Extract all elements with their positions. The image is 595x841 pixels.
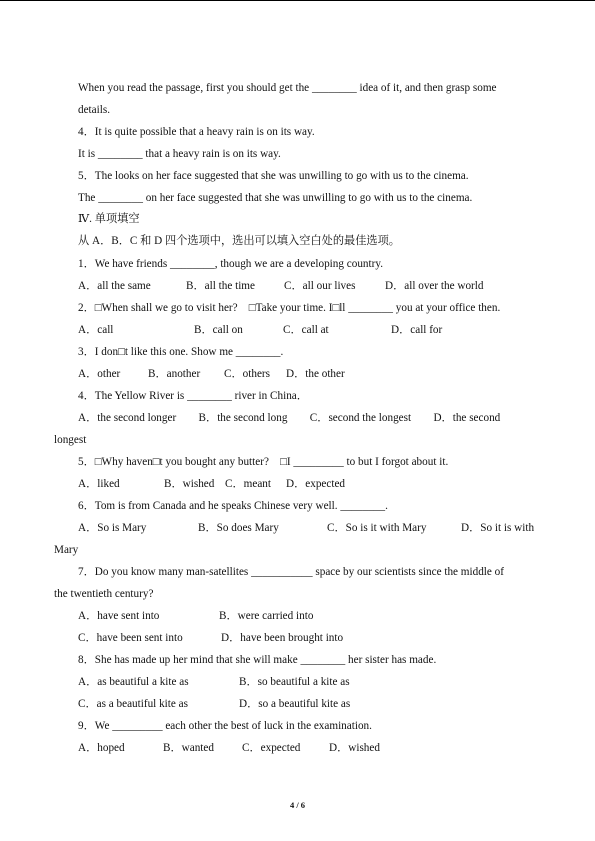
question-5-option-d: D．expected <box>286 478 346 490</box>
question-3-option-a: A．other <box>78 368 121 380</box>
section-instruction: 从 A．B．C 和 D 四个选项中，选出可以填入空白处的最佳选项。 <box>78 235 400 247</box>
question-6-option-c: C．So is it with Mary <box>327 522 427 534</box>
question-4-options: A．the second longer B．the second long C．second the longest D．the second <box>78 412 501 424</box>
question-3-option-b: B．another <box>148 368 201 380</box>
text-line: The ________ on her face suggested that she was unwilling to go with us to the cinema. <box>78 192 473 204</box>
text-line: details. <box>78 104 111 116</box>
question-2-option-a: A．call <box>78 324 114 336</box>
question-4-stem: 4．The Yellow River is ________ river in China． <box>78 390 308 402</box>
question-9-option-b: B．wanted <box>163 742 214 754</box>
question-3-option-d: D．the other <box>286 368 345 380</box>
question-1-stem: 1．We have friends ________, though we are a developing country. <box>78 258 384 270</box>
text-line: When you read the passage, first you should get the ________ idea of it, and then grasp some <box>78 82 497 94</box>
question-9-option-d: D．wished <box>329 742 380 754</box>
question-7-option-b: B．were carried into <box>219 610 314 622</box>
question-7-option-a: A．have sent into <box>78 610 160 622</box>
section-heading: Ⅳ. 单项填空 <box>78 213 140 225</box>
text-line: 5．The looks on her face suggested that she was unwilling to go with us to the cinema. <box>78 170 469 182</box>
question-2-option-d: D．call for <box>391 324 443 336</box>
question-5-option-c: C．meant <box>225 478 271 490</box>
question-5-stem: 5．□Why haven□t you bought any butter? □I _________ to but I forgot about it. <box>78 456 449 468</box>
question-6-option-d: D．So it is with <box>461 522 535 534</box>
text-line: It is ________ that a heavy rain is on its way. <box>78 148 281 160</box>
question-2-stem: 2．□When shall we go to visit her? □Take your time. I□ll ________ you at your office then. <box>78 302 501 314</box>
question-1-option-d: D．all over the world <box>385 280 484 292</box>
question-5-option-b: B．wished <box>164 478 215 490</box>
question-6-option-b: B．So does Mary <box>198 522 279 534</box>
question-9-option-c: C．expected <box>242 742 301 754</box>
question-6-options-wrap: Mary <box>54 544 79 556</box>
question-7-stem: 7．Do you know many man-satellites ___________ space by our scientists since the middle of <box>78 566 504 578</box>
question-2-option-b: B．call on <box>194 324 243 336</box>
question-7-stem-wrap: the twentieth century? <box>54 588 154 600</box>
question-2-option-c: C．call at <box>283 324 329 336</box>
question-1-option-c: C．all our lives <box>284 280 356 292</box>
question-7-option-d: D．have been brought into <box>221 632 344 644</box>
question-9-stem: 9．We _________ each other the best of luck in the examination. <box>78 720 372 732</box>
question-7-option-c: C．have been sent into <box>78 632 183 644</box>
question-1-option-a: A．all the same <box>78 280 151 292</box>
question-8-option-c: C．as a beautiful kite as <box>78 698 188 710</box>
question-4-options-wrap: longest <box>54 434 87 446</box>
page-number: 4 / 6 <box>289 800 306 810</box>
question-3-option-c: C．others <box>224 368 270 380</box>
text-line: 4．It is quite possible that a heavy rain is on its way. <box>78 126 315 138</box>
question-8-option-b: B．so beautiful a kite as <box>239 676 350 688</box>
question-8-stem: 8．She has made up her mind that she will make ________ her sister has made. <box>78 654 437 666</box>
question-6-option-a: A．So is Mary <box>78 522 147 534</box>
question-8-option-d: D．so a beautiful kite as <box>239 698 351 710</box>
question-5-option-a: A．liked <box>78 478 120 490</box>
question-1-option-b: B．all the time <box>186 280 255 292</box>
question-9-option-a: A．hoped <box>78 742 125 754</box>
question-8-option-a: A．as beautiful a kite as <box>78 676 189 688</box>
question-3-stem: 3．I don□t like this one. Show me ________. <box>78 346 284 358</box>
question-6-stem: 6．Tom is from Canada and he speaks Chinese very well. ________. <box>78 500 388 512</box>
